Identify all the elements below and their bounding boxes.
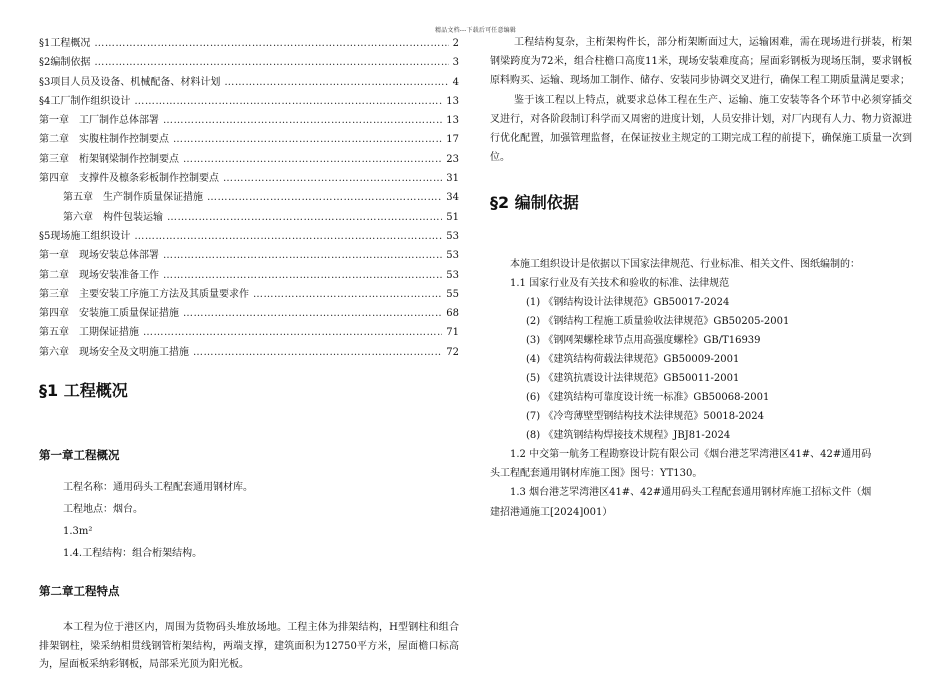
- toc-item-title: 第一章 工厂制作总体部署: [39, 115, 159, 127]
- toc-item[interactable]: [39, 53, 459, 72]
- toc-item-title: 第二章 实腹柱制作控制要点: [39, 134, 169, 146]
- toc-item-page: 55: [446, 288, 459, 300]
- right-column: [490, 34, 912, 522]
- toc-item[interactable]: [39, 246, 459, 265]
- toc-item-title: 第四章 安装施工质量保证措施: [39, 308, 179, 320]
- section1-title: §1 工程概况: [39, 381, 128, 401]
- toc-item-page: 53: [446, 250, 459, 262]
- toc-item[interactable]: [39, 343, 459, 362]
- standard-item: (8) 《建筑钢结构焊接技术规程》JBJ81-2024: [526, 429, 731, 441]
- toc-leader-dots: [163, 270, 442, 281]
- toc-leader-dots: [94, 57, 448, 68]
- toc-item-title: 第二章 现场安装准备工作: [39, 269, 159, 281]
- basis-item-1-1: 1.1 国家行业及有关技术和验收的标准、法律规范: [510, 277, 730, 289]
- project-approach-paragraph: 鉴于该工程以上特点，就要求总体工程在生产、运输、施工安装等各个环节中必须穿插交叉进行，对各阶段制订科学而又周密的进度计划，人员安排计划，对厂内现有人力、物力资源进行优化配置，加强管理监督，在保证按业主规定的工期完成工程的前提下，确保施工质量一次到位。: [490, 95, 912, 163]
- toc-item-page: 17: [446, 134, 459, 146]
- toc-item[interactable]: [39, 34, 459, 53]
- standard-item: (6) 《建筑结构可靠度设计统一标准》GB50068-2001: [526, 391, 770, 403]
- toc-item[interactable]: [39, 188, 459, 207]
- toc-item[interactable]: [39, 266, 459, 285]
- toc-item[interactable]: [39, 208, 459, 227]
- toc-item-page: 53: [446, 269, 459, 281]
- toc-item-title: 第六章 构件包装运输: [63, 211, 163, 223]
- toc-item-title: §2编制依据: [39, 57, 91, 69]
- toc-item[interactable]: [39, 130, 459, 149]
- toc-leader-dots: [163, 250, 442, 261]
- project-line: 工程名称：通用码头工程配套通用钢材库。: [63, 482, 253, 494]
- standards-list: [490, 293, 912, 445]
- project-info: [39, 477, 459, 565]
- toc-item-title: 第三章 桁架钢梁制作控制要点: [39, 153, 179, 165]
- toc-leader-dots: [207, 192, 442, 203]
- project-line: 1.3m²: [63, 526, 93, 538]
- toc-item-title: 第一章 现场安装总体部署: [39, 250, 159, 262]
- toc-leader-dots: [253, 289, 442, 300]
- standard-item: (7) 《冷弯薄壁型钢结构技术法律规范》50018-2024: [526, 410, 764, 422]
- toc-leader-dots: [94, 38, 448, 49]
- toc-item-page: 2: [452, 38, 459, 49]
- toc-item-page: 34: [446, 192, 459, 204]
- toc-item-title: §5现场施工组织设计: [39, 230, 131, 242]
- toc-item-title: 第五章 生产制作质量保证措施: [63, 192, 203, 204]
- standard-item: (1) 《钢结构设计法律规范》GB50017-2024: [526, 296, 730, 308]
- toc-item-page: 72: [446, 346, 459, 358]
- table-of-contents: [39, 34, 459, 362]
- toc-leader-dots: [193, 347, 442, 358]
- toc-leader-dots: [143, 327, 442, 338]
- basis-item-1-2: 1.2 中交第一航务工程勘察设计院有限公司《烟台港芝罘湾港区41#、42#通用码: [510, 448, 872, 460]
- chapter2-title: 第二章工程特点: [39, 584, 120, 599]
- toc-item-page: 51: [446, 211, 459, 223]
- toc-item-page: 4: [452, 76, 459, 88]
- toc-item[interactable]: [39, 169, 459, 188]
- toc-item-page: 53: [446, 230, 459, 242]
- toc-item-title: 第六章 现场安全及文明施工措施: [39, 346, 189, 358]
- toc-item-title: §4工厂制作组织设计: [39, 95, 131, 107]
- section2-title: §2 编制依据: [490, 192, 579, 212]
- left-column: [39, 34, 459, 675]
- toc-item[interactable]: [39, 323, 459, 342]
- toc-item[interactable]: [39, 227, 459, 246]
- toc-item-title: §1工程概况: [39, 38, 91, 49]
- toc-leader-dots: [173, 134, 442, 145]
- standard-item: (2) 《钢结构工程施工质量验收法律规范》GB50205-2001: [526, 315, 790, 327]
- project-line: 工程地点：烟台。: [63, 504, 143, 516]
- toc-leader-dots: [167, 212, 442, 223]
- toc-item-page: 71: [446, 327, 459, 339]
- toc-item-title: §3项目人员及设备、机械配备、材料计划: [39, 76, 221, 88]
- toc-item-page: 68: [446, 308, 459, 320]
- toc-item[interactable]: [39, 150, 459, 169]
- standard-item: (5) 《建筑抗震设计法律规范》GB50011-2001: [526, 372, 740, 384]
- toc-item-page: 13: [446, 115, 459, 127]
- toc-leader-dots: [183, 154, 442, 165]
- chapter2-text: 本工程为位于港区内，周围为货物码头堆放场地。工程主体为排架结构，H型钢柱和组合排架钢柱，梁采纳相贯线钢管桁架结构，两端支撑，建筑面积为12750平方米，屋面檐口标高为，屋面板采纳彩钢板，局部采光顶为阳光板。: [39, 622, 459, 671]
- toc-item[interactable]: [39, 73, 459, 92]
- toc-item[interactable]: [39, 111, 459, 130]
- toc-item-title: 第四章 支撑件及檩条彩板制作控制要点: [39, 173, 219, 185]
- toc-leader-dots: [134, 96, 442, 107]
- toc-leader-dots: [223, 173, 442, 184]
- toc-item-title: 第五章 工期保证措施: [39, 327, 139, 339]
- standard-item: (3) 《钢网架螺栓球节点用高强度螺栓》GB/T16939: [526, 334, 761, 346]
- header-note: 精品文档---下载后可任意编辑: [435, 27, 517, 34]
- basis-intro: 本施工组织设计是依据以下国家法律规范、行业标准、相关文件、图纸编制的：: [510, 258, 860, 270]
- chapter1-title: 第一章工程概况: [39, 448, 120, 463]
- toc-item-page: 13: [446, 95, 459, 107]
- toc-leader-dots: [183, 308, 442, 319]
- basis-item-1-3: 1.3 烟台港芝罘湾港区41#、42#通用码头工程配套通用钢材库施工招标文件（烟: [510, 487, 872, 499]
- toc-item[interactable]: [39, 285, 459, 304]
- toc-leader-dots: [163, 115, 442, 126]
- toc-item[interactable]: [39, 304, 459, 323]
- basis-item-1-3-cont: 建招港通施工[2024]001）: [490, 506, 613, 518]
- project-line: 1.4.工程结构：组合桁架结构。: [63, 548, 203, 560]
- toc-item-title: 第三章 主要安装工序施工方法及其质量要求作: [39, 288, 249, 300]
- standard-item: (4) 《建筑结构荷载法律规范》GB50009-2001: [526, 353, 740, 365]
- toc-leader-dots: [134, 231, 442, 242]
- toc-item-page: 3: [452, 57, 459, 69]
- basis-item-1-2-cont: 头工程配套通用钢材库施工图》图号：YT130。: [490, 468, 703, 480]
- project-features-paragraph: 工程结构复杂，主桁架构件长，部分桁架断面过大，运输困难，需在现场进行拼装，桁架钢梁跨度为72米，组合柱檐口高度11米，现场安装难度高；屋面彩钢板为现场压制，要求钢板原料购买、运输、现场加工制作、储存、安装同步协调交叉进行，确保工程工期质量满足要求；: [490, 37, 912, 86]
- toc-item-page: 31: [446, 173, 459, 185]
- toc-item[interactable]: [39, 92, 459, 111]
- toc-leader-dots: [224, 77, 448, 88]
- toc-item-page: 23: [446, 153, 459, 165]
